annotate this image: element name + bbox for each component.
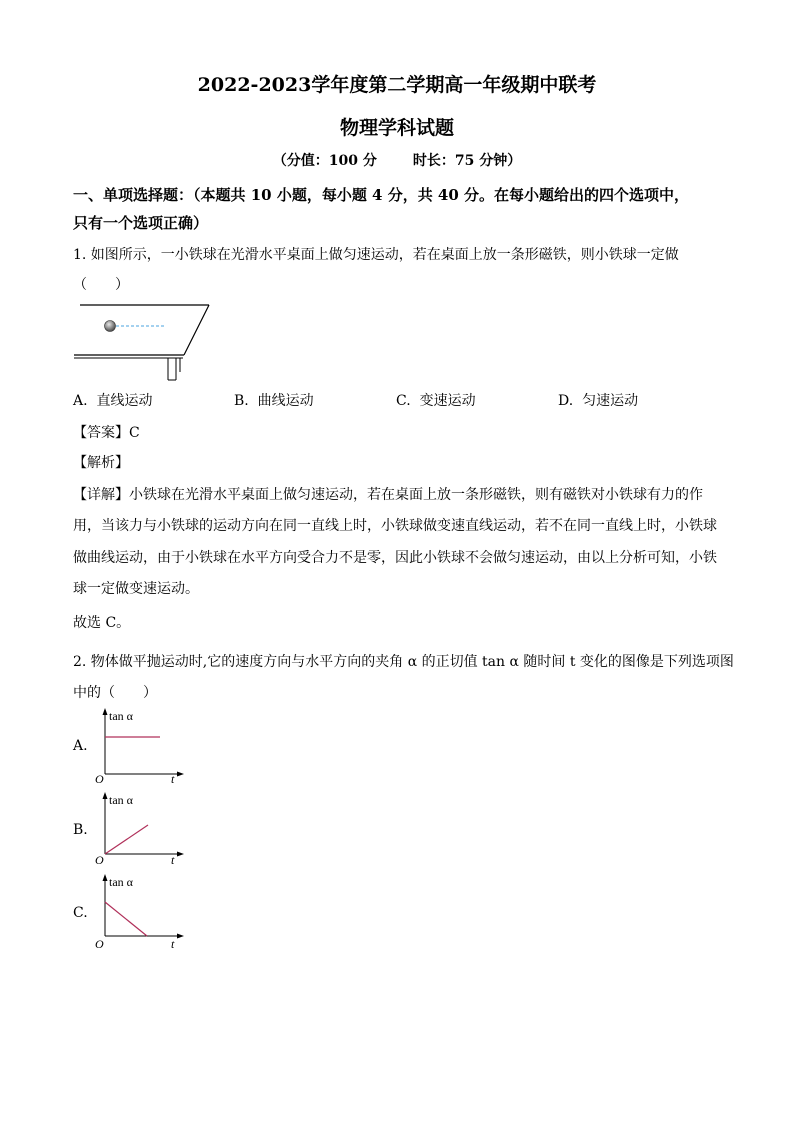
- y-axis-label: tan α: [109, 709, 133, 723]
- origin-label: O: [95, 853, 104, 867]
- q1-option-d[interactable]: [558, 390, 638, 410]
- option-text: 变速运动: [419, 393, 476, 409]
- x-axis-label: t: [171, 853, 175, 867]
- graph-line: [105, 902, 147, 936]
- q1-detail-line: 用，当该力与小铁球的运动方向在同一直线上时，小铁球做变速直线运动，若不在同一直线上时，小铁球: [73, 518, 717, 534]
- q2-stem-line2: 中的（ ）: [73, 685, 157, 701]
- q1-option-c[interactable]: [396, 390, 476, 410]
- q1-stem: 1. 如图所示，一小铁球在光滑水平桌面上做匀速运动，若在桌面上放一条形磁铁，则小铁球一定做: [73, 247, 679, 263]
- graph-line: [105, 825, 148, 854]
- y-axis-label: tan α: [109, 875, 133, 889]
- subject-title: 物理学科试题: [339, 117, 454, 139]
- q2-option-c-label[interactable]: C.: [73, 905, 88, 921]
- q1-conclusion: 故选 C。: [73, 615, 131, 631]
- q2-graph-b[interactable]: [92, 790, 192, 868]
- q2-stem-line1: 2. 物体做平抛运动时,它的速度方向与水平方向的夹角 α 的正切值 tan α 随时间 t 变化的图像是下列选项图: [73, 654, 734, 670]
- q2-option-a-label[interactable]: A.: [73, 738, 88, 754]
- q1-table-figure: [72, 300, 212, 382]
- option-label: D.: [558, 393, 574, 409]
- q1-paren: （ ）: [73, 277, 129, 293]
- option-text: 曲线运动: [257, 393, 314, 409]
- q1-detail-line: 球一定做变速运动。: [73, 581, 199, 597]
- score-value: （分值：100 分: [272, 153, 377, 169]
- q2-graph-a[interactable]: [92, 706, 192, 784]
- q1-detail-line: 【详解】小铁球在光滑水平桌面上做匀速运动，若在桌面上放一条形磁铁，则有磁铁对小铁球有力的作: [73, 487, 703, 503]
- q1-analysis-tag: 【解析】: [73, 455, 129, 471]
- origin-label: O: [95, 772, 104, 784]
- q2-graph-c[interactable]: [92, 872, 192, 950]
- option-label: B.: [234, 393, 249, 409]
- q1-answer: 【答案】C: [73, 425, 140, 441]
- x-axis-label: t: [171, 937, 175, 950]
- section-heading-line1: 一、单项选择题：（本题共 10 小题，每小题 4 分，共 40 分。在每小题给出的四个选项中，: [73, 186, 690, 204]
- q1-option-a[interactable]: [73, 390, 152, 410]
- option-text: 直线运动: [96, 393, 153, 409]
- option-label: C.: [396, 393, 411, 409]
- score-info: [0, 150, 794, 170]
- y-axis-label: tan α: [109, 793, 133, 807]
- section-heading-line2: 只有一个选项正确）: [73, 214, 209, 232]
- q2-option-b-label[interactable]: B.: [73, 822, 88, 838]
- q1-option-b[interactable]: [234, 390, 314, 410]
- q1-detail-line: 做曲线运动，由于小铁球在水平方向受合力不是零，因此小铁球不会做匀速运动，由以上分析可知，小铁: [73, 550, 717, 566]
- x-axis-label: t: [171, 772, 175, 784]
- duration-value: 时长：75 分钟）: [412, 153, 522, 169]
- option-text: 匀速运动: [582, 393, 639, 409]
- origin-label: O: [95, 937, 104, 950]
- option-label: A.: [73, 393, 88, 409]
- exam-title: 2022-2023学年度第二学期高一年级期中联考: [197, 74, 597, 96]
